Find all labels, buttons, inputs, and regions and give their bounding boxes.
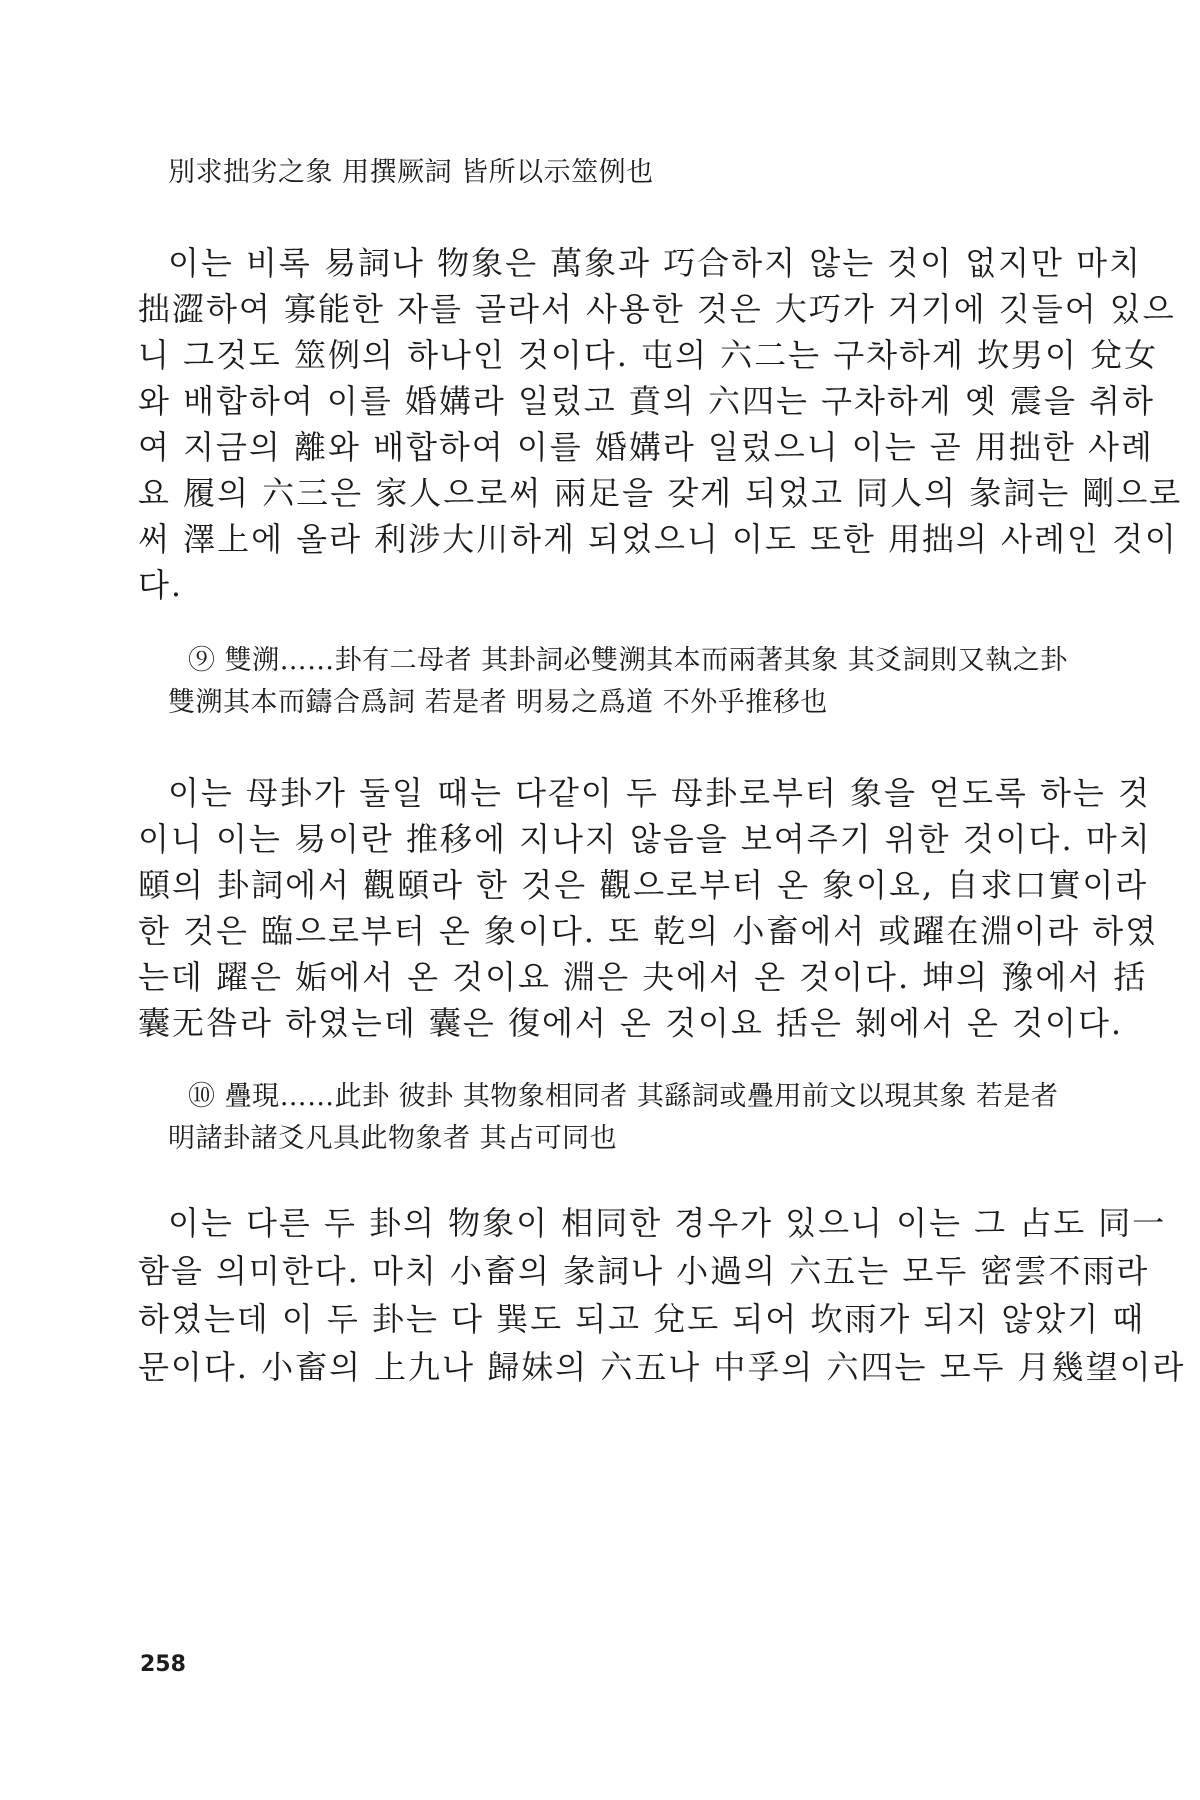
body-line: 다. [138,566,184,604]
body-line: 요 履의 六三은 家人으로써 兩足을 갖게 되었고 同人의 彖詞는 剛으로 [138,474,1183,512]
body-line: 拙澀하여 寡能한 자를 골라서 사용한 것은 大巧가 거기에 깃들어 있으 [138,290,1176,328]
body-line: 이니 이는 易이란 推移에 지나지 않음을 보여주기 위한 것이다. 마치 [138,820,1152,858]
body-line: 이는 다른 두 卦의 物象이 相同한 경우가 있으니 이는 그 占도 同一 [168,1204,1167,1242]
body-line: 와 배합하여 이를 婚媾라 일렀고 賁의 六四는 구차하게 옛 震을 취하 [138,382,1155,420]
quote-line: 別求拙劣之象 用撰厥詞 皆所以示筮例也 [168,157,654,188]
quote-line: 雙溯其本而鑄合爲詞 若是者 明易之爲道 不外乎推移也 [168,687,828,718]
body-line: 함을 의미한다. 마치 小畜의 彖詞나 小過의 六五는 모두 密雲不雨라 [138,1252,1150,1290]
quote-line: ⑨ 雙溯……卦有二母者 其卦詞必雙溯其本而兩著其象 其爻詞則又執之卦 [188,645,1068,676]
quote-line: ⑩ 疊現……此卦 彼卦 其物象相同者 其繇詞或疊用前文以現其象 若是者 [188,1081,1059,1112]
body-line: 하였는데 이 두 卦는 다 巽도 되고 兌도 되어 坎雨가 되지 않았기 때 [138,1300,1146,1338]
body-line: 이는 母卦가 둘일 때는 다같이 두 母卦로부터 象을 얻도록 하는 것 [168,774,1151,812]
body-line: 는데 躍은 姤에서 온 것이요 淵은 夬에서 온 것이다. 坤의 豫에서 括 [138,958,1148,996]
quote-line: 明諸卦諸爻凡具此物象者 其占可同也 [168,1123,618,1154]
page-number: 258 [140,1652,186,1677]
body-line: 니 그것도 筮例의 하나인 것이다. 屯의 六二는 구차하게 坎男이 兌女 [138,336,1159,374]
body-line: 여 지금의 離와 배합하여 이를 婚媾라 일렀으니 이는 곧 用拙한 사례 [138,428,1154,466]
body-line: 頤의 卦詞에서 觀頤라 한 것은 觀으로부터 온 象이요, 自求口實이라 [138,866,1149,904]
body-line: 써 澤上에 올라 利涉大川하게 되었으니 이도 또한 用拙의 사례인 것이 [138,520,1178,558]
body-line: 囊无咎라 하였는데 囊은 復에서 온 것이요 括은 剝에서 온 것이다. [138,1004,1124,1042]
body-line: 문이다. 小畜의 上九나 歸妹의 六五나 中孚의 六四는 모두 月幾望이라 [138,1348,1186,1386]
body-line: 이는 비록 易詞나 物象은 萬象과 巧合하지 않는 것이 없지만 마치 [168,244,1142,282]
body-line: 한 것은 臨으로부터 온 象이다. 또 乾의 小畜에서 或躍在淵이라 하였 [138,912,1159,950]
